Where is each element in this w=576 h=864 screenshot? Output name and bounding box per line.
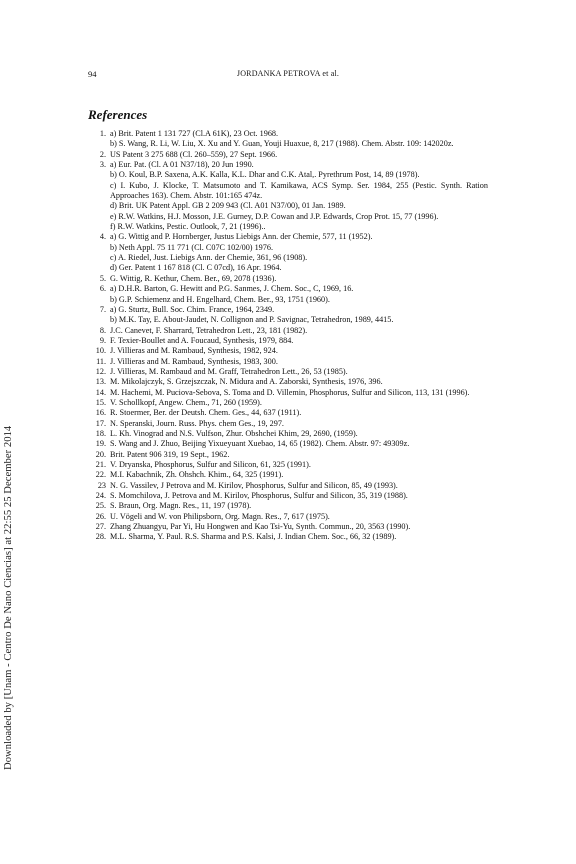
reference-number: 8. bbox=[99, 325, 106, 335]
reference-text: V. Schollkopf, Angew. Chem., 71, 260 (1959). bbox=[110, 397, 262, 407]
reference-text: a) G. Sturtz, Bull. Soc. Chim. France, 1964, 2349. bbox=[110, 304, 275, 314]
reference-text: b) Neth Appl. 75 11 771 (Cl. C07C 102/00) 1976. bbox=[110, 242, 273, 252]
reference-text: d) Ger. Patent 1 167 818 (Cl. C 07cd), 16 Apr. 1964. bbox=[110, 263, 282, 273]
reference-text: a) D.H.R. Barton, G. Hewitt and P.G. Sanmes, J. Chem. Soc., C, 1969, 16. bbox=[110, 284, 354, 294]
reference-number: 2. bbox=[99, 149, 106, 159]
reference-text: a) G. Wittig and P. Hornberger, Justus Liebigs Ann. der Chemie, 577, 11 (1952). bbox=[110, 232, 373, 242]
reference-number: 22. bbox=[95, 470, 106, 480]
reference-number: 6. bbox=[99, 284, 106, 294]
reference-item bbox=[88, 408, 488, 418]
reference-number: 19. bbox=[95, 439, 106, 449]
reference-number: 11. bbox=[96, 356, 106, 366]
reference-item bbox=[88, 388, 488, 398]
reference-item bbox=[88, 481, 488, 491]
reference-text: J. Villieras, M. Rambaud and M. Graff, Tetrahedron Lett., 26, 53 (1985). bbox=[110, 366, 348, 376]
reference-number: 10. bbox=[95, 346, 106, 356]
section-title: References bbox=[88, 107, 148, 122]
reference-text: c) A. Riedel, Just. Liebigs Ann. der Chemie, 361, 96 (1908). bbox=[110, 253, 308, 263]
reference-item bbox=[88, 274, 488, 284]
reference-item bbox=[88, 429, 488, 439]
reference-item bbox=[88, 305, 488, 326]
reference-text: M.I. Kabachnik, Zh. Ohshch. Khim., 64, 325 (1991). bbox=[110, 470, 284, 480]
reference-item bbox=[88, 346, 488, 356]
reference-text: a) Eur. Pat. (Cl. A 01 N37/18), 20 Jun 1990. bbox=[110, 160, 254, 170]
reference-text: M.L. Sharma, Y. Paul. R.S. Sharma and P.S. Kalsi, J. Indian Chem. Soc., 66, 32 (1989). bbox=[110, 532, 397, 542]
reference-list bbox=[88, 129, 488, 543]
reference-item bbox=[88, 532, 488, 542]
reference-item bbox=[88, 284, 488, 305]
reference-number: 7. bbox=[99, 304, 106, 314]
reference-number: 26. bbox=[95, 511, 106, 521]
reference-text: M. Mikolajczyk, S. Grzejszczak, N. Midura and A. Zaborski, Synthesis, 1976, 396. bbox=[110, 377, 383, 387]
reference-item bbox=[88, 522, 488, 532]
reference-text: M. Hachemi, M. Puciova-Sebova, S. Toma and D. Villemin, Phosphorus, Sulfur and Silicon, 113, 131 (1996). bbox=[110, 387, 470, 397]
reference-item bbox=[88, 326, 488, 336]
reference-item bbox=[88, 450, 488, 460]
reference-text: b) S. Wang, R. Li, W. Liu, X. Xu and Y. Guan, Youji Huaxue, 8, 217 (1988). Chem. Abstr. 109: 142020z. bbox=[110, 139, 454, 149]
reference-number: 18. bbox=[95, 428, 106, 438]
reference-item bbox=[88, 470, 488, 480]
running-head: JORDANKA PETROVA et al. bbox=[236, 69, 340, 78]
reference-number: 12. bbox=[95, 366, 106, 376]
reference-number: 20. bbox=[95, 449, 106, 459]
reference-number: 21. bbox=[95, 460, 106, 469]
reference-number: 14. bbox=[95, 387, 106, 397]
reference-text: U. Vögeli and W. von Philipsborn, Org. Magn. Res., 7, 617 (1975). bbox=[110, 511, 330, 521]
reference-text: S. Braun, Org. Magn. Res., 11, 197 (1978). bbox=[110, 501, 252, 511]
download-notice: Downloaded by [Unam - Centro De Nano Ciencias] at 22:55 25 December 2014 bbox=[3, 425, 14, 770]
reference-text: e) R.W. Watkins, H.J. Mosson, J.E. Gurney, D.P. Cowan and J.P. Edwards, Crop Prot. 15, 77 (1996). bbox=[110, 211, 439, 221]
reference-text: J.C. Canevet, F. Sharrard, Tetrahedron Lett., 23, 181 (1982). bbox=[110, 325, 308, 335]
reference-text: F. Texier-Boullet and A. Foucaud, Synthesis, 1979, 884. bbox=[110, 335, 294, 345]
reference-text: b) M.K. Tay, E. About-Jaudet, N. Collignon and P. Savignac, Tetrahedron, 1989, 4415. bbox=[110, 315, 394, 325]
reference-item bbox=[88, 357, 488, 367]
reference-item bbox=[88, 398, 488, 408]
reference-item bbox=[88, 367, 488, 377]
reference-item bbox=[88, 129, 488, 150]
reference-text: J. Villieras and M. Rambaud, Synthesis, 1983, 300. bbox=[110, 356, 278, 366]
reference-item bbox=[88, 232, 488, 273]
reference-number: 17. bbox=[95, 418, 106, 428]
reference-number: 24. bbox=[95, 491, 106, 501]
reference-text: c) I. Kubo, J. Klocke, T. Matsumoto and T. Kamikawa, ACS Symp. Ser. 1984, 255 (Pestic. Synth. Ration Approaches 163). Chem. Abstr. 101:165 474z. bbox=[110, 180, 488, 201]
reference-number: 16. bbox=[95, 408, 106, 418]
reference-item bbox=[88, 501, 488, 511]
reference-number: 27. bbox=[95, 522, 106, 532]
reference-number: 25. bbox=[95, 501, 106, 511]
reference-number: 15. bbox=[95, 397, 106, 407]
reference-number: 9. bbox=[99, 335, 106, 345]
reference-text: b) G.P. Schiemenz and H. Engelhard, Chem. Ber., 93, 1751 (1960). bbox=[110, 294, 330, 304]
reference-text: L. Kh. Vinograd and N.S. Vulfson, Zhur. Obshchei Khim, 29, 2690, (1959). bbox=[110, 428, 358, 438]
reference-number: 5. bbox=[99, 273, 106, 283]
reference-text: US Patent 3 275 688 (Cl. 260–559), 27 Sept. 1966. bbox=[110, 149, 278, 159]
reference-item bbox=[88, 419, 488, 429]
reference-item bbox=[88, 160, 488, 232]
page-number: 94 bbox=[88, 69, 97, 79]
reference-item bbox=[88, 377, 488, 387]
reference-item bbox=[88, 439, 488, 449]
reference-text: Brit. Patent 906 319, 19 Sept., 1962. bbox=[110, 449, 230, 459]
reference-number: 23 bbox=[97, 480, 106, 490]
reference-text: a) Brit. Patent 1 131 727 (Cl.A 61K), 23 Oct. 1968. bbox=[110, 129, 279, 138]
reference-text: S. Wang and J. Zhuo, Beijing Yixueyuant Xuebao, 14, 65 (1982). Chem. Abstr. 97: 49309z. bbox=[110, 439, 410, 449]
reference-text: R. Stoermer, Ber. der Deutsh. Chem. Ges., 44, 637 (1911). bbox=[110, 408, 302, 418]
reference-number: 1. bbox=[99, 129, 106, 138]
reference-item bbox=[88, 460, 488, 470]
reference-text: N. Speranski, Journ. Russ. Phys. chem Ges., 19, 297. bbox=[110, 418, 284, 428]
reference-number: 4. bbox=[99, 232, 106, 242]
reference-text: N. G. Vassilev, J Petrova and M. Kirilov, Phosphorus, Sulfur and Silicon, 85, 49 (1993). bbox=[110, 480, 398, 490]
reference-number: 13. bbox=[95, 377, 106, 387]
reference-text: b) O. Koul, B.P. Saxena, A.K. Kalla, K.L. Dhar and C.K. Atal,. Pyrethrum Post, 14, 89 (1978). bbox=[110, 170, 420, 180]
reference-number: 3. bbox=[99, 160, 106, 170]
reference-item bbox=[88, 512, 488, 522]
reference-item bbox=[88, 150, 488, 160]
reference-text: J. Villieras and M. Rambaud, Synthesis, 1982, 924. bbox=[110, 346, 278, 356]
download-watermark bbox=[0, 0, 30, 864]
reference-text: V. Dryanska, Phosphorus, Sulfur and Silicon, 61, 325 (1991). bbox=[110, 460, 311, 469]
reference-text: f) R.W. Watkins, Pestic. Outlook, 7, 21 (1996).. bbox=[110, 222, 266, 232]
reference-text: G. Wittig, R. Kethur, Chem. Ber., 69, 2078 (1936). bbox=[110, 273, 277, 283]
reference-text: d) Brit. UK Patent Appl. GB 2 209 943 (Cl. A01 N37/00), 01 Jan. 1989. bbox=[110, 201, 346, 211]
reference-item bbox=[88, 336, 488, 346]
reference-item bbox=[88, 491, 488, 501]
reference-number: 28. bbox=[95, 532, 106, 542]
reference-text: S. Momchilova, J. Petrova and M. Kirilov, Phosphorus, Sulfur and Silicon, 35, 319 (1988). bbox=[110, 491, 408, 501]
reference-text: Zhang Zhuangyu, Par Yi, Hu Hongwen and Kao Tsi-Yu, Synth. Commun., 20, 3563 (1990). bbox=[110, 522, 411, 532]
